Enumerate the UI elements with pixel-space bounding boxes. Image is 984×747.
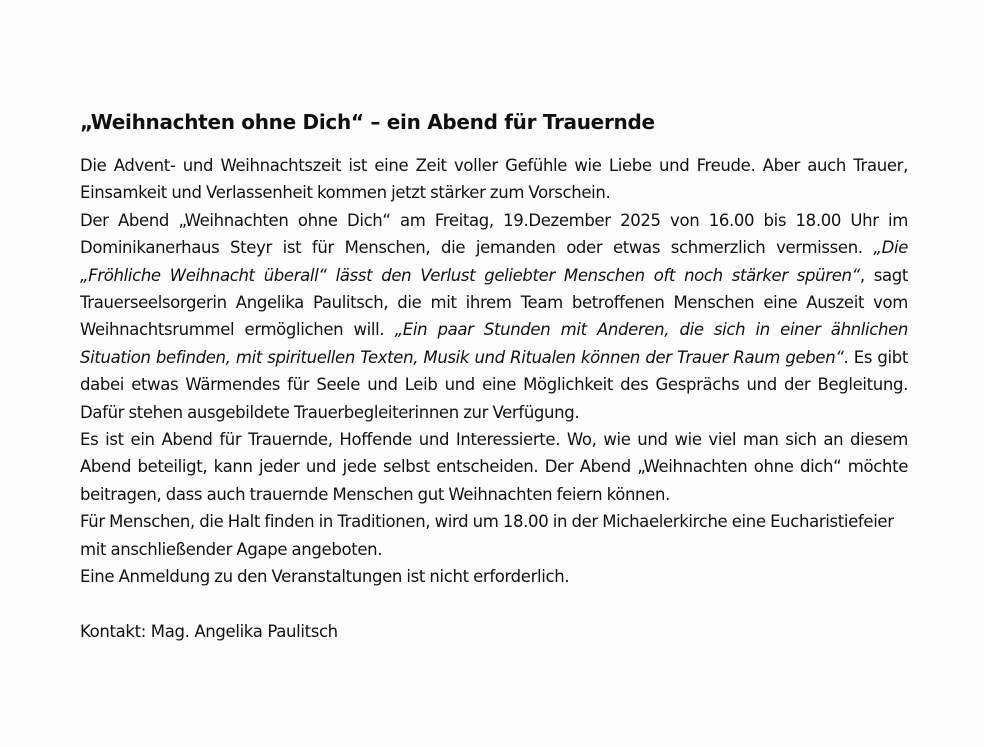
article-title: „Weihnachten ohne Dich“ – ein Abend für Trauernde (80, 110, 655, 134)
paragraph-registration: Eine Anmeldung zu den Veranstaltungen ist nicht erforderlich. (80, 567, 570, 587)
quote-paar-stunden: „Ein paar Stunden mit Anderen, die sich in einer ähnlichen Situation befinden, mit spirituellen Texten, Musik und Ritualen können der Trauer Raum geben“ (80, 320, 908, 367)
paragraph-audience: Es ist ein Abend für Trauernde, Hoffende und Interessierte. Wo, wie und wie viel man sich an diesem Abend beteiligt, kann jeder und jede selbst entscheiden. Der Abend „Weihnachten ohne dich“ möchte beitragen, dass auch trauernde Menschen gut Weihnachten feiern können. (80, 430, 908, 504)
event-details-offer: . Es gibt dabei etwas Wärmendes für Seele und Leib und eine Möglichkeit des Gesprächs und der Begleitung. Dafür stehen ausgebildete Trauerbegleiterinnen zur Verfügung. (80, 347, 909, 422)
article (80, 108, 908, 645)
article-body (80, 152, 908, 591)
quote-froehliche-weihnacht: „Die „Fröhliche Weihnacht überall“ lässt den Verlust geliebter Menschen oft noch stärker spüren“ (80, 238, 908, 285)
event-details-speaker: , sagt Trauerseelsorgerin Angelika Paulitsch, die mit ihrem Team betroffenen Menschen eine Auszeit vom Weihnachtsrummel ermöglichen will. (80, 265, 908, 340)
paragraph-event-details (80, 207, 908, 426)
paragraph-intro: Die Advent- und Weihnachtszeit ist eine Zeit voller Gefühle wie Liebe und Freude. Aber auch Trauer, Einsamkeit und Verlassenheit kommen jetzt stärker zum Vorschein. (80, 156, 908, 203)
paragraph-eucharist: Für Menschen, die Halt finden in Traditionen, wird um 18.00 in der Michaelerkirche eine Eucharistiefeier mit anschließender Agape angeboten. (80, 512, 894, 559)
contact-line: Kontakt: Mag. Angelika Paulitsch (80, 621, 338, 641)
event-details-text: Der Abend „Weihnachten ohne Dich“ am Freitag, 19.Dezember 2025 von 16.00 bis 18.00 Uhr im Dominikanerhaus Steyr ist für Menschen, die jemanden oder etwas schmerzlich vermissen. (80, 210, 908, 258)
